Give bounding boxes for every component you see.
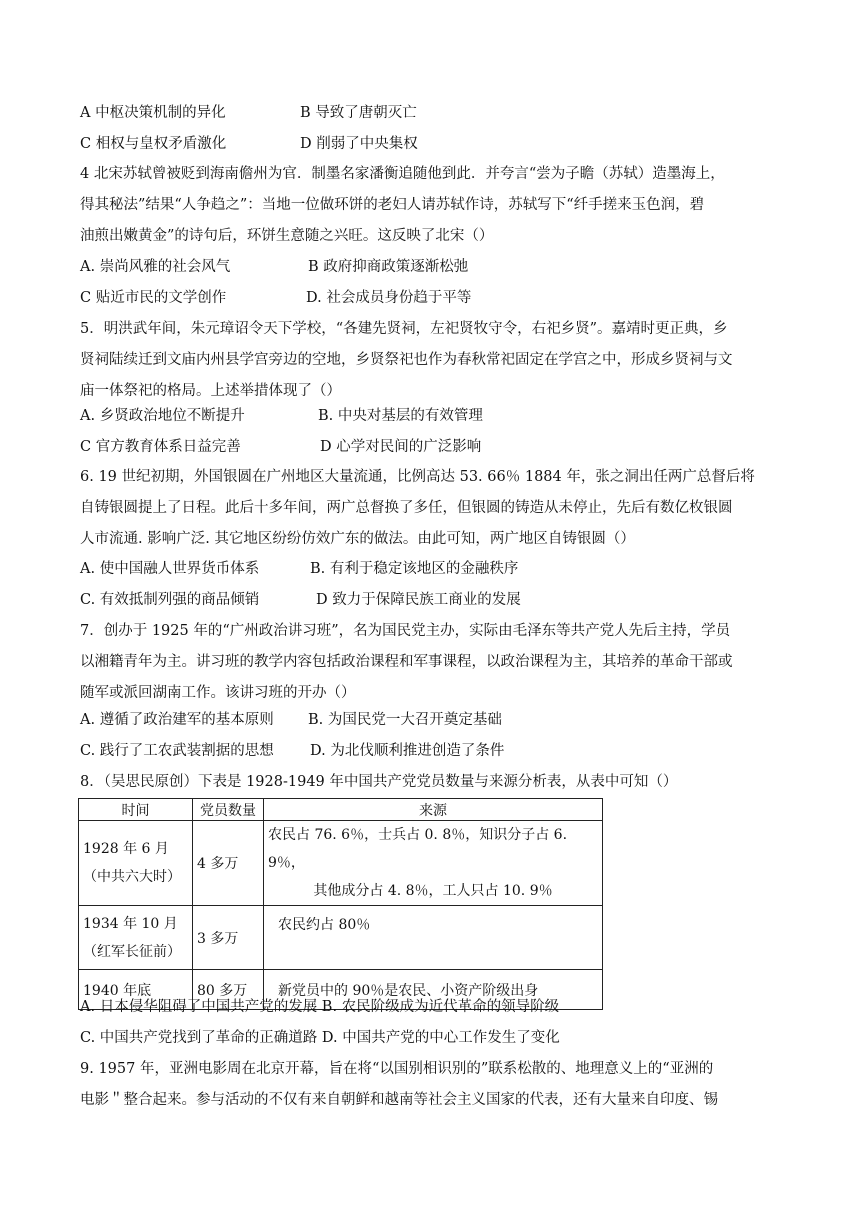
question-stem-line: 随军或派回湖南工作。该讲习班的开办（） bbox=[80, 685, 356, 701]
table-cell-source bbox=[264, 821, 603, 906]
option-d: D. 为北伐顺利推进创造了条件 bbox=[310, 743, 505, 759]
option-c: C. 践行了工农武装割据的思想 bbox=[80, 743, 274, 759]
question-stem-line: 庙一体祭祀的格局。上述举措体现了（） bbox=[80, 383, 341, 399]
table-cell-count: 4 多万 bbox=[193, 821, 264, 906]
table-header-row bbox=[79, 799, 603, 821]
option-d: D 心学对民间的广泛影响 bbox=[320, 439, 482, 455]
question-stem-line: 7．创办于 1925 年的“广州政治讲习班”，名为国民党主办，实际由毛泽东等共产党人先后主持，学员 bbox=[80, 623, 731, 639]
table-row bbox=[79, 821, 603, 906]
option-d: D 削弱了中央集权 bbox=[300, 136, 418, 152]
option-a: A. 遵循了政治建军的基本原则 bbox=[80, 712, 274, 728]
question-stem-line: 8．（吴思民原创）下表是 1928-1949 年中国共产党党员数量与来源分析表，从表中可知（） bbox=[80, 774, 678, 790]
question-stem-line: 自铸银圆提上了日程。此后十多年间，两广总督换了多任，但银圆的铸造从未停止，先后有数亿枚银圆 bbox=[80, 500, 733, 516]
table-cell-source: 农民约占 80％ bbox=[264, 906, 603, 970]
question-stem-line: 以湘籍青年为主。讲习班的教学内容包括政治课程和军事课程，以政治课程为主，其培养的革命干部或 bbox=[80, 654, 733, 670]
table-cell-time bbox=[79, 906, 193, 970]
options-ab: A. 日本侵华阻碍了中国共产党的发展 B. 农民阶级成为近代革命的领导阶级 bbox=[80, 999, 560, 1015]
question-stem-line: 5．明洪武年间，朱元璋诏令天下学校，“各建先贤祠，左祀贤牧守令，右祀乡贤”。嘉靖时更正典，乡 bbox=[80, 321, 728, 337]
option-b: B. 中央对基层的有效管理 bbox=[318, 408, 483, 424]
table-header-cell: 来源 bbox=[264, 799, 603, 821]
option-c: C 相权与皇权矛盾激化 bbox=[80, 136, 227, 152]
table-cell-count: 3 多万 bbox=[193, 906, 264, 970]
time-text: 1934 年 10 月 bbox=[83, 915, 178, 932]
table-cell-count: 80 多万 bbox=[193, 970, 264, 1010]
option-a: A. 使中国融人世界货币体系 bbox=[80, 561, 260, 577]
option-d: D 致力于保障民族工商业的发展 bbox=[316, 592, 521, 608]
table-cell-time: 1940 年底 bbox=[79, 970, 193, 1010]
time-note: （中共六大时） bbox=[83, 869, 181, 885]
table-row bbox=[79, 906, 603, 970]
option-a: A. 崇尚风雅的社会风气 bbox=[80, 259, 231, 275]
question-stem-line: 9. 1957 年，亚洲电影周在北京开幕，旨在将“以国别相识别的”联系松散的、地理意义上的“亚洲的 bbox=[80, 1061, 714, 1077]
source-text: 农民占 76. 6％，士兵占 0. 8％，知识分子占 6. 9％， bbox=[268, 827, 568, 871]
time-note: （红军长征前） bbox=[83, 943, 181, 960]
question-stem-line: 人市流通. 影响广泛. 其它地区纷纷仿效广东的做法。由此可知，两广地区自铸银圆（） bbox=[80, 531, 635, 547]
question-stem-line: 得其秘法”结果“人争趋之”：当地一位做环饼的老妇人请苏轼作诗，苏轼写下“纤手搓来玉色润，碧 bbox=[80, 197, 705, 213]
option-a: A. 乡贤政治地位不断提升 bbox=[80, 408, 245, 424]
option-b: B 政府抑商政策逐渐松弛 bbox=[308, 259, 469, 275]
table-cell-source: 新党员中的 90％是农民、小资产阶级出身 bbox=[264, 970, 603, 1010]
option-b: B. 有利于稳定该地区的金融秩序 bbox=[310, 561, 519, 577]
question-stem-line: 电影＂整合起来。参与活动的不仅有来自朝鲜和越南等社会主义国家的代表，还有大量来自印度、锡 bbox=[80, 1092, 718, 1108]
option-b: B. 为国民党一大召开奠定基础 bbox=[308, 712, 502, 728]
question-stem-line: 6. 19 世纪初期，外国银圆在广州地区大量流通，比例高达 53. 66％ 1884 年，张之洞出任两广总督后将 bbox=[80, 469, 755, 485]
table-cell-time bbox=[79, 821, 193, 906]
party-members-table bbox=[78, 798, 603, 1010]
option-a: A 中枢决策机制的异化 bbox=[80, 105, 226, 121]
question-stem-line: 贤祠陆续迁到文庙内州县学宫旁边的空地，乡贤祭祀也作为春秋常祀固定在学宫之中，形成乡贤祠与文 bbox=[80, 352, 733, 368]
table-header-cell: 党员数量 bbox=[193, 799, 264, 821]
question-stem-line: 4 北宋苏轼曾被贬到海南儋州为官．制墨名家潘衡追随他到此．并夸言“尝为子瞻（苏轼）造墨海上， bbox=[80, 166, 725, 182]
options-cd: C. 中国共产党找到了革命的正确道路 D. 中国共产党的中心工作发生了变化 bbox=[80, 1030, 560, 1046]
option-d: D. 社会成员身份趋于平等 bbox=[306, 290, 472, 306]
table-header-cell: 时间 bbox=[79, 799, 193, 821]
option-c: C 贴近市民的文学创作 bbox=[80, 290, 227, 306]
time-text: 1928 年 6 月 bbox=[83, 841, 169, 857]
option-c: C 官方教育体系日益完善 bbox=[80, 439, 241, 455]
question-stem-line: 油煎出嫩黄金”的诗句后，环饼生意随之兴旺。这反映了北宋（） bbox=[80, 228, 494, 244]
option-b: B 导致了唐朝灭亡 bbox=[300, 105, 417, 121]
source-text: 其他成分占 4. 8％，工人只占 10. 9％ bbox=[313, 883, 553, 899]
option-c: C. 有效抵制列强的商品倾销 bbox=[80, 592, 260, 608]
